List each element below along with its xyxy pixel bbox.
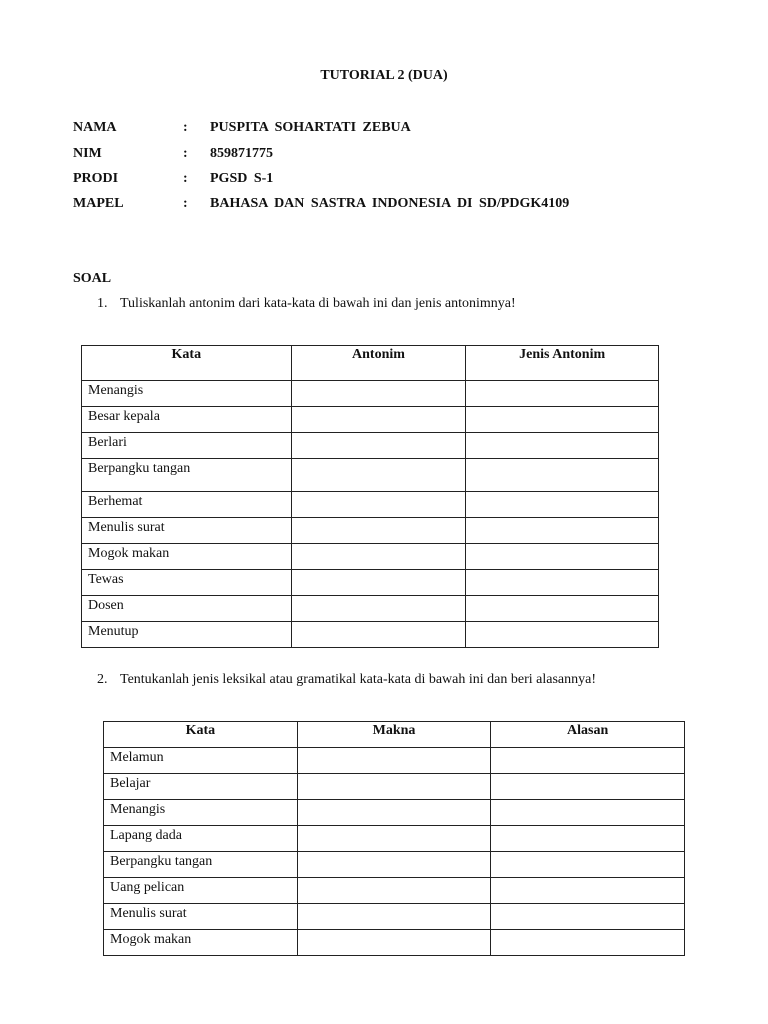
empty-cell bbox=[291, 433, 466, 459]
empty-cell bbox=[466, 570, 659, 596]
question-1 bbox=[97, 296, 516, 312]
table-row bbox=[104, 878, 685, 904]
kata-cell: Berlari bbox=[82, 433, 292, 459]
table-row bbox=[82, 622, 659, 648]
empty-cell bbox=[466, 544, 659, 570]
column-header: Makna bbox=[297, 722, 491, 748]
kata-cell: Dosen bbox=[82, 596, 292, 622]
kata-cell: Tewas bbox=[82, 570, 292, 596]
empty-cell bbox=[297, 748, 491, 774]
kata-cell: Berhemat bbox=[82, 492, 292, 518]
empty-cell bbox=[466, 492, 659, 518]
empty-cell bbox=[466, 622, 659, 648]
table-row bbox=[82, 407, 659, 433]
info-label: NAMA bbox=[73, 120, 117, 135]
empty-cell bbox=[297, 930, 491, 956]
table-row bbox=[104, 748, 685, 774]
question-text: Tuliskanlah antonim dari kata-kata di bawah ini dan jenis antonimnya! bbox=[120, 296, 516, 311]
empty-cell bbox=[291, 622, 466, 648]
empty-cell bbox=[297, 852, 491, 878]
lexical-table bbox=[103, 721, 685, 956]
table-row bbox=[82, 459, 659, 492]
table-row bbox=[82, 518, 659, 544]
kata-cell: Berpangku tangan bbox=[82, 459, 292, 492]
question-text: Tentukanlah jenis leksikal atau gramatikal kata-kata di bawah ini dan beri alasannya! bbox=[120, 672, 596, 687]
empty-cell bbox=[491, 904, 685, 930]
empty-cell bbox=[291, 544, 466, 570]
empty-cell bbox=[297, 878, 491, 904]
empty-cell bbox=[291, 518, 466, 544]
empty-cell bbox=[297, 800, 491, 826]
table-row bbox=[104, 826, 685, 852]
kata-cell: Berpangku tangan bbox=[104, 852, 298, 878]
table-row bbox=[82, 544, 659, 570]
table-row bbox=[82, 596, 659, 622]
table-header-row bbox=[104, 722, 685, 748]
question-number: 2. bbox=[97, 672, 108, 687]
empty-cell bbox=[491, 748, 685, 774]
kata-cell: Belajar bbox=[104, 774, 298, 800]
table-row bbox=[82, 492, 659, 518]
table-row bbox=[104, 904, 685, 930]
kata-cell: Lapang dada bbox=[104, 826, 298, 852]
info-value: PUSPITA SOHARTATI ZEBUA bbox=[210, 120, 411, 135]
empty-cell bbox=[291, 570, 466, 596]
empty-cell bbox=[291, 407, 466, 433]
table-row bbox=[104, 800, 685, 826]
column-header: Alasan bbox=[491, 722, 685, 748]
kata-cell: Besar kepala bbox=[82, 407, 292, 433]
empty-cell bbox=[491, 774, 685, 800]
table-row bbox=[82, 381, 659, 407]
empty-cell bbox=[291, 596, 466, 622]
empty-cell bbox=[291, 381, 466, 407]
kata-cell: Melamun bbox=[104, 748, 298, 774]
empty-cell bbox=[491, 852, 685, 878]
kata-cell: Mogok makan bbox=[104, 930, 298, 956]
info-label: NIM bbox=[73, 146, 102, 161]
column-header: Jenis Antonim bbox=[466, 346, 659, 381]
column-header: Antonim bbox=[291, 346, 466, 381]
empty-cell bbox=[297, 826, 491, 852]
empty-cell bbox=[466, 407, 659, 433]
table-row bbox=[104, 852, 685, 878]
antonym-table bbox=[81, 345, 659, 648]
table-row bbox=[82, 570, 659, 596]
info-value: 859871775 bbox=[210, 146, 273, 161]
info-colon: : bbox=[183, 171, 188, 186]
kata-cell: Menulis surat bbox=[82, 518, 292, 544]
empty-cell bbox=[491, 800, 685, 826]
kata-cell: Mogok makan bbox=[82, 544, 292, 570]
empty-cell bbox=[291, 459, 466, 492]
soal-heading: SOAL bbox=[73, 271, 112, 286]
table-row bbox=[104, 774, 685, 800]
document-title: TUTORIAL 2 (DUA) bbox=[320, 68, 448, 83]
info-colon: : bbox=[183, 146, 188, 161]
info-value: BAHASA DAN SASTRA INDONESIA DI SD/PDGK4109 bbox=[210, 196, 570, 211]
info-label: MAPEL bbox=[73, 196, 124, 211]
table-row bbox=[82, 433, 659, 459]
column-header: Kata bbox=[104, 722, 298, 748]
empty-cell bbox=[466, 381, 659, 407]
kata-cell: Menangis bbox=[104, 800, 298, 826]
empty-cell bbox=[466, 596, 659, 622]
empty-cell bbox=[466, 459, 659, 492]
empty-cell bbox=[297, 774, 491, 800]
info-colon: : bbox=[183, 196, 188, 211]
empty-cell bbox=[491, 878, 685, 904]
info-value: PGSD S-1 bbox=[210, 171, 274, 186]
empty-cell bbox=[466, 518, 659, 544]
table-header-row bbox=[82, 346, 659, 381]
column-header: Kata bbox=[82, 346, 292, 381]
kata-cell: Uang pelican bbox=[104, 878, 298, 904]
info-colon: : bbox=[183, 120, 188, 135]
question-number: 1. bbox=[97, 296, 108, 311]
kata-cell: Menulis surat bbox=[104, 904, 298, 930]
empty-cell bbox=[466, 433, 659, 459]
kata-cell: Menangis bbox=[82, 381, 292, 407]
empty-cell bbox=[491, 826, 685, 852]
kata-cell: Menutup bbox=[82, 622, 292, 648]
question-2 bbox=[97, 672, 596, 688]
empty-cell bbox=[297, 904, 491, 930]
info-label: PRODI bbox=[73, 171, 119, 186]
empty-cell bbox=[491, 930, 685, 956]
empty-cell bbox=[291, 492, 466, 518]
table-row bbox=[104, 930, 685, 956]
